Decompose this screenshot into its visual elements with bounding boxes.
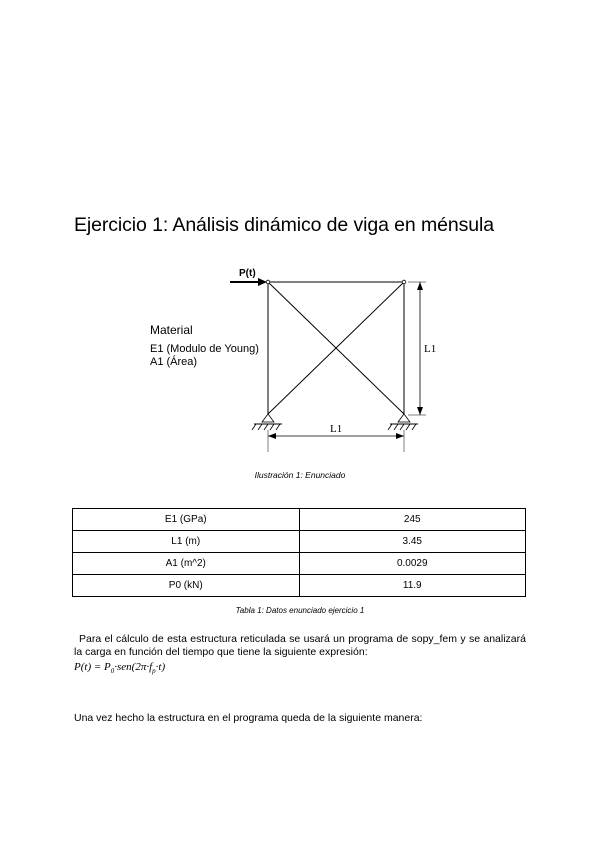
table-cell-value: 0.0029 (299, 553, 526, 575)
material-heading: Material (150, 323, 193, 337)
load-label: P(t) (239, 268, 256, 279)
closing-sentence: Una vez hecho la estructura en el programa queda de la siguiente manera: (74, 712, 423, 724)
formula-subscript-p: p (152, 667, 156, 676)
width-label: L1 (330, 423, 343, 435)
table-row (73, 509, 526, 531)
page-title: Ejercicio 1: Análisis dinámico de viga en ménsula (74, 214, 494, 236)
formula-subscript-0: 0 (110, 667, 115, 676)
node-top-right (402, 280, 406, 284)
table-cell-param: A1 (m^2) (73, 553, 300, 575)
formula-middle: ·sen(2π·f (114, 661, 153, 673)
table-cell-param: P0 (kN) (73, 575, 300, 597)
table-cell-value: 11.9 (299, 575, 526, 597)
formula-lhs: P(t) = P (74, 661, 111, 673)
table-row (73, 553, 526, 575)
right-pin-support (388, 414, 418, 430)
body-paragraph: Para el cálculo de esta estructura reticulada se usará un programa de sopy_fem y se analizará la carga en función del tiempo que tiene la siguiente expresión: (74, 633, 526, 658)
table-cell-value: 3.45 (299, 531, 526, 553)
material-line-modulus: E1 (Modulo de Young) (150, 343, 259, 355)
material-legend (150, 324, 259, 369)
height-label: L1 (424, 343, 437, 355)
load-formula (74, 661, 165, 675)
figure-caption: Ilustración 1: Enunciado (254, 470, 346, 480)
left-pin-support (252, 414, 282, 430)
table-caption: Tabla 1: Datos enunciado ejercicio 1 (235, 606, 365, 615)
table-cell-value: 245 (299, 509, 526, 531)
data-table (72, 508, 526, 597)
load-arrow (230, 278, 267, 286)
material-line-area: A1 (Área) (150, 356, 198, 368)
table-row (73, 531, 526, 553)
table-cell-param: L1 (m) (73, 531, 300, 553)
formula-end: ·t) (155, 661, 166, 673)
table-cell-param: E1 (GPa) (73, 509, 300, 531)
table-row (73, 575, 526, 597)
